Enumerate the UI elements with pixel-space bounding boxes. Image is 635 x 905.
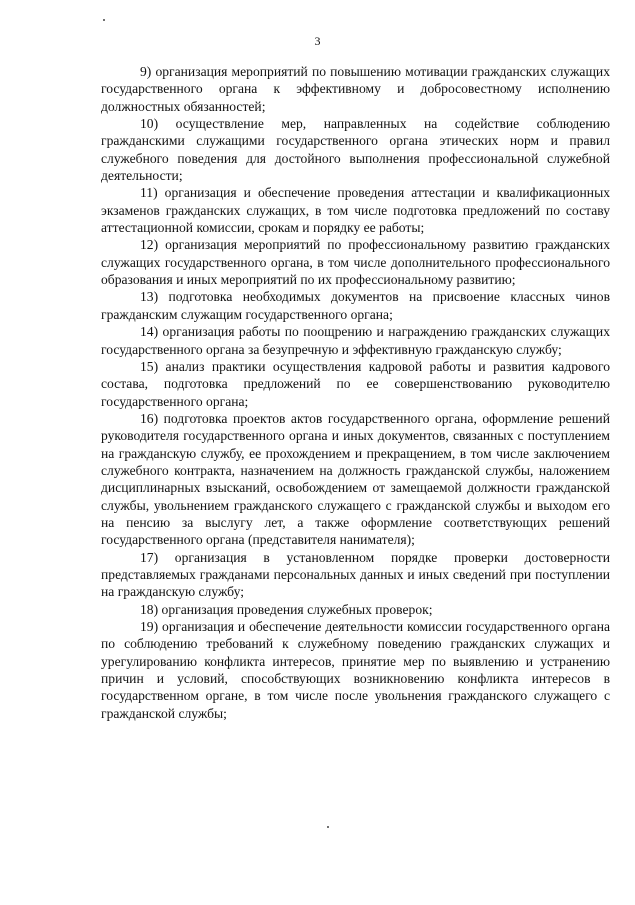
list-item-15: 15) анализ практики осуществления кадровой работы и развития кадрового состава, подготовка предложений по ее совершенствованию руководителю государственного органа;: [101, 358, 610, 409]
scan-speck: [327, 826, 329, 828]
list-item-9: 9) организация мероприятий по повышению мотивации гражданских служащих государственного органа к эффективному и добросовестному исполнению должностных обязанностей;: [101, 64, 610, 114]
list-item-19: 19) организация и обеспечение деятельности комиссии государственного органа по соблюдению требований к служебному поведению гражданских служащих и урегулированию конфликта интересов, принятие мер по выявлению и устранению причин и условий, способствующих возникновению конфликта интересов в государственном органе, в том числе после увольнения гражданского служащего с гражданской службы;: [101, 619, 610, 721]
list-item-18: 18) организация проведения служебных проверок;: [140, 601, 433, 617]
list-item-13: 13) подготовка необходимых документов на присвоение классных чинов гражданским служащим государственного органа;: [101, 289, 610, 322]
list-item-17: 17) организация в установленном порядке проверки достоверности представляемых гражданами персональных данных и иных сведений при поступлении на гражданскую службу;: [101, 549, 610, 600]
list-item-14: 14) организация работы по поощрению и награждению гражданских служащих государственного органа за безупречную и эффективную гражданскую службу;: [101, 324, 610, 357]
page-number: 3: [314, 34, 321, 48]
scan-speck: [103, 19, 105, 21]
list-item-11: 11) организация и обеспечение проведения аттестации и квалификационных экзаменов гражданских служащих, в том числе подготовка предложений по составу аттестационной комиссии, срокам и порядку ее работы;: [101, 185, 610, 236]
document-body: [101, 63, 610, 722]
list-item-10: 10) осуществление мер, направленных на содействие соблюдению гражданскими служащими государственного органа этических норм и правил служебного поведения для достойного выполнения профессиональной служебной деятельности;: [101, 116, 610, 184]
list-item-16: 16) подготовка проектов актов государственного органа, оформление решений руководителя государственного органа и иных документов, связанных с поступлением на гражданскую службу, ее прохождением и прекращением, в том числе заключением служебного контракта, назначением на должность гражданской службы, наложением дисциплинарных взысканий, освобождением от замещаемой должности гражданской службы, увольнением гражданского служащего с гражданской службы и выходом его на пенсию за выслугу лет, а также оформление соответствующих решений государственного органа (представителя нанимателя);: [101, 410, 610, 548]
list-item-12: 12) организация мероприятий по профессиональному развитию гражданских служащих государственного органа, в том числе дополнительного профессионального образования и иных мероприятий по их профессиональному развитию;: [101, 237, 610, 288]
